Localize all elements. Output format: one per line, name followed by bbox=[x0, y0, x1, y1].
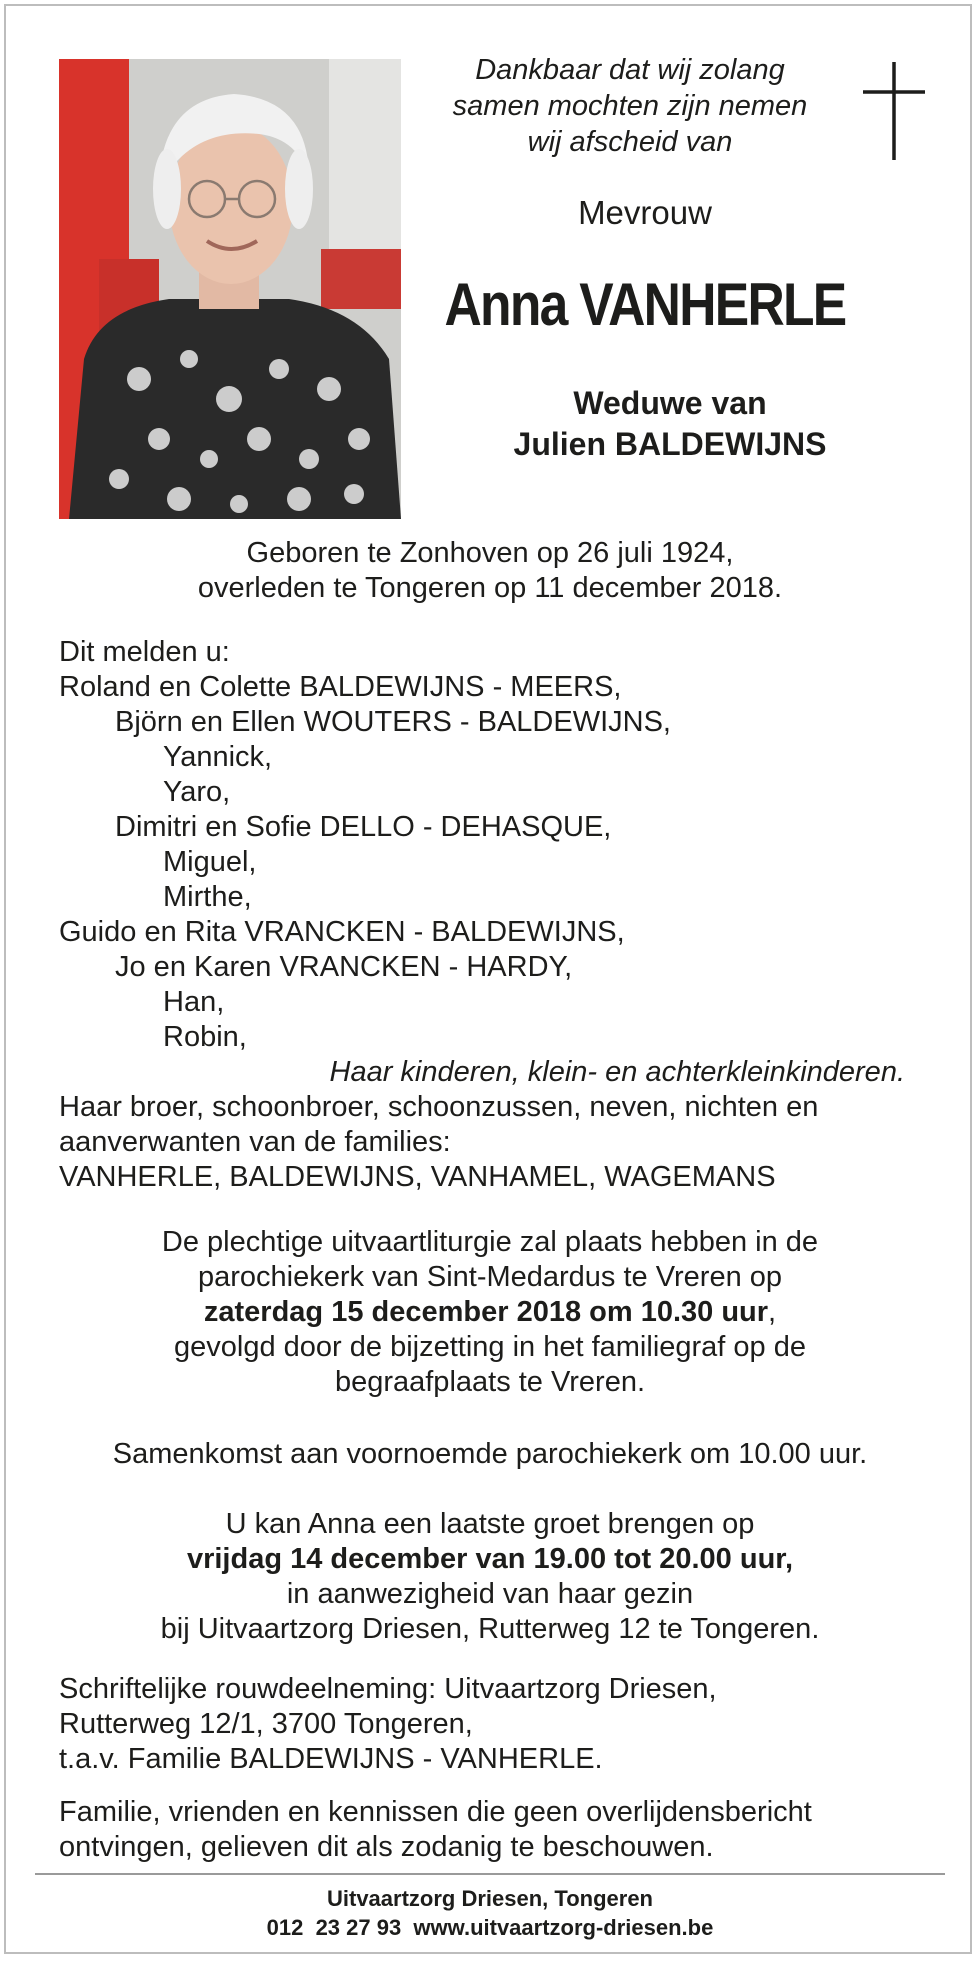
funeral-line: parochiekerk van Sint-Medardus te Vreren op bbox=[197, 1261, 783, 1293]
funeral-home-name: Uitvaartzorg Driesen, Tongeren bbox=[327, 1886, 653, 1911]
funeral-details bbox=[20, 1225, 960, 1400]
condolences-line: Schriftelijke rouwdeelneming: Uitvaartzorg Driesen, bbox=[59, 1673, 717, 1705]
family-member: Han, bbox=[163, 986, 225, 1018]
family-member: Mirthe, bbox=[163, 881, 252, 913]
visitation-line: bij Uitvaartzorg Driesen, Rutterweg 12 te Tongeren. bbox=[160, 1613, 820, 1645]
extended-family-line: aanverwanten van de families: bbox=[59, 1126, 451, 1158]
date-line: Geboren te Zonhoven op 26 juli 1924, bbox=[246, 537, 734, 569]
cross-icon bbox=[863, 62, 925, 160]
family-member: Björn en Ellen WOUTERS - BALDEWIJNS, bbox=[115, 706, 671, 738]
widow-of bbox=[450, 383, 890, 465]
family-list bbox=[59, 635, 939, 1195]
notice-line: ontvingen, gelieven dit als zodanig te beschouwen. bbox=[59, 1831, 714, 1863]
deceased-title: Mevrouw bbox=[578, 194, 712, 231]
family-member: Miguel, bbox=[163, 846, 257, 878]
family-member: Robin, bbox=[163, 1021, 247, 1053]
family-member: Jo en Karen VRANCKEN - HARDY, bbox=[115, 951, 573, 983]
footer-divider bbox=[35, 1873, 945, 1875]
visitation-date: vrijdag 14 december van 19.00 tot 20.00 uur, bbox=[186, 1543, 794, 1575]
funeral-line: gevolgd door de bijzetting in het familiegraf op de bbox=[174, 1331, 806, 1363]
extended-family-line: VANHERLE, BALDEWIJNS, VANHAMEL, WAGEMANS bbox=[59, 1161, 776, 1193]
intro-text bbox=[410, 52, 850, 160]
condolences bbox=[59, 1672, 939, 1777]
family-member: Roland en Colette BALDEWIJNS - MEERS, bbox=[59, 671, 622, 703]
extended-family-line: Haar broer, schoonbroer, schoonzussen, neven, nichten en bbox=[59, 1091, 819, 1123]
intro-line: wij afscheid van bbox=[527, 126, 733, 158]
intro-line: samen mochten zijn nemen bbox=[452, 90, 808, 122]
notice-line: Familie, vrienden en kennissen die geen overlijdensbericht bbox=[59, 1796, 812, 1828]
birth-death-dates bbox=[20, 536, 960, 606]
widow-line: Julien BALDEWIJNS bbox=[513, 426, 827, 462]
funeral-line: begraafplaats te Vreren. bbox=[334, 1366, 646, 1398]
family-member: Guido en Rita VRANCKEN - BALDEWIJNS, bbox=[59, 916, 625, 948]
funeral-date-line bbox=[20, 1295, 960, 1330]
family-member: Yaro, bbox=[163, 776, 231, 808]
visitation-line: in aanwezigheid van haar gezin bbox=[286, 1578, 694, 1610]
family-intro: Dit melden u: bbox=[59, 636, 230, 668]
portrait-photo bbox=[59, 59, 401, 519]
condolences-line: Rutterweg 12/1, 3700 Tongeren, bbox=[59, 1708, 473, 1740]
footer bbox=[20, 1884, 960, 1942]
visitation-line: U kan Anna een laatste groet brengen op bbox=[225, 1508, 755, 1540]
gathering-text: Samenkomst aan voornoemde parochiekerk om 10.00 uur. bbox=[112, 1438, 868, 1470]
funeral-line: De plechtige uitvaartliturgie zal plaats hebben in de bbox=[161, 1226, 819, 1258]
portrait-illustration bbox=[59, 59, 401, 519]
family-closing: Haar kinderen, klein- en achterkleinkinderen. bbox=[329, 1056, 905, 1088]
intro-line: Dankbaar dat wij zolang bbox=[475, 54, 785, 86]
funeral-date: zaterdag 15 december 2018 om 10.30 uur bbox=[203, 1296, 769, 1328]
widow-line: Weduwe van bbox=[573, 385, 767, 421]
family-member: Dimitri en Sofie DELLO - DEHASQUE, bbox=[115, 811, 612, 843]
visitation-details bbox=[20, 1507, 960, 1647]
family-member: Yannick, bbox=[163, 741, 273, 773]
condolences-line: t.a.v. Familie BALDEWIJNS - VANHERLE. bbox=[59, 1743, 603, 1775]
deceased-name: Anna VANHERLE bbox=[444, 271, 846, 338]
funeral-home-contact: 012 23 27 93 www.uitvaartzorg-driesen.be bbox=[266, 1915, 714, 1940]
notice bbox=[59, 1795, 939, 1865]
funeral-date-suffix: , bbox=[768, 1296, 777, 1328]
date-line: overleden te Tongeren op 11 december 2018. bbox=[197, 572, 783, 604]
